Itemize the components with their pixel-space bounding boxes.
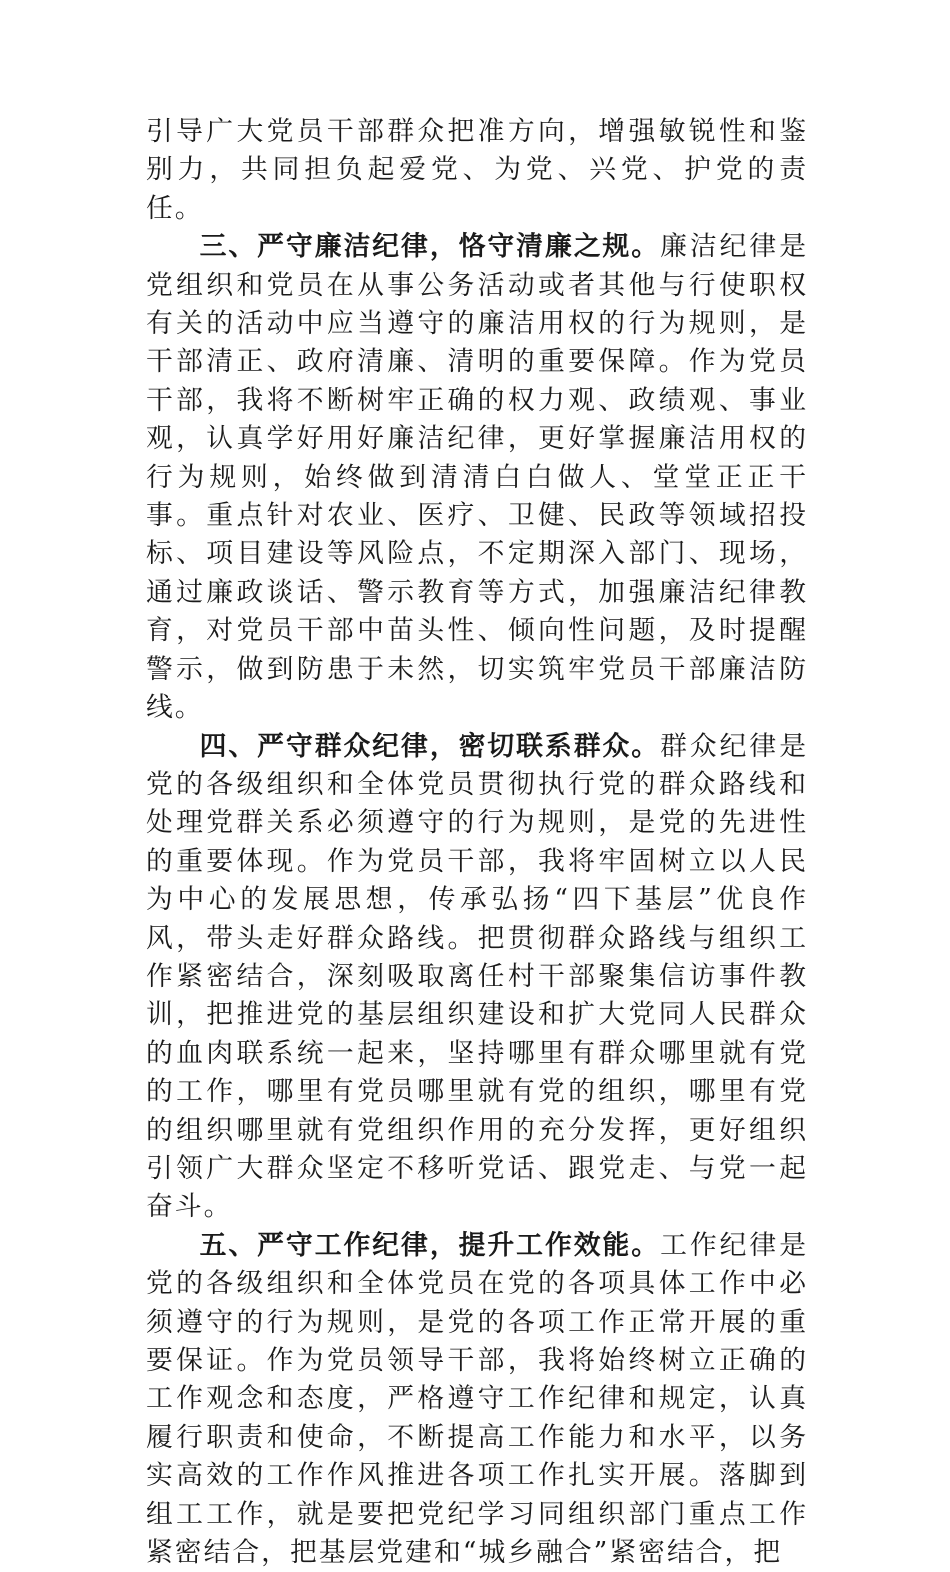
paragraph-text: 群众纪律是党的各级组织和全体党员贯彻执行党的群众路线和处理党群关系必须遵守的行为规则，是党的先进性的重要体现。作为党员干部，我将牢固树立以人民为中心的发展思想，传承弘扬“四下基层”优良作风，带头走好群众路线。把贯彻群众路线与组织工作紧密结合，深刻吸取离任村干部聚集信访事件教训，把推进党的基层组织建设和扩大党同人民群众的血肉联系统一起来，坚持哪里有群众哪里就有党的工作，哪里有党员哪里就有党的组织，哪里有党的组织哪里就有党组织作用的充分发挥，更好组织引领广大群众坚定不移听党话、跟党走、与党一起奋斗。	[146, 730, 809, 1223]
paragraph-integrity-discipline	[146, 228, 808, 727]
section-heading: 三、严守廉洁纪律，恪守清廉之规。	[199, 231, 661, 263]
paragraph-text: 引导广大党员干部群众把准方向，增强敏锐性和鉴别力，共同担负起爱党、为党、兴党、护党的责任。	[146, 116, 808, 224]
document-body	[146, 113, 808, 1572]
paragraph-continuation	[146, 113, 808, 228]
section-heading: 五、严守工作纪律，提升工作效能。	[199, 1229, 661, 1261]
paragraph-text: 廉洁纪律是党组织和党员在从事公务活动或者其他与行使职权有关的活动中应当遵守的廉洁用权的行为规则，是干部清正、政府清廉、清明的重要保障。作为党员干部，我将不断树牢正确的权力观、政绩观、事业观，认真学好用好廉洁纪律，更好掌握廉洁用权的行为规则，始终做到清清白白做人、堂堂正正干事。重点针对农业、医疗、卫健、民政等领域招投标、项目建设等风险点，不定期深入部门、现场，通过廉政谈话、警示教育等方式，加强廉洁纪律教育，对党员干部中苗头性、倾向性问题，及时提醒警示，做到防患于未然，切实筑牢党员干部廉洁防线。	[146, 231, 809, 724]
paragraph-text: 工作纪律是党的各级组织和全体党员在党的各项具体工作中必须遵守的行为规则，是党的各项工作正常开展的重要保证。作为党员领导干部，我将始终树立正确的工作观念和态度，严格遵守工作纪律和规定，认真履行职责和使命，不断提高工作能力和水平，以务实高效的工作作风推进各项工作扎实开展。落脚到组工工作，就是要把党纪学习同组织部门重点工作紧密结合，把基层党建和“城乡融合”紧密结合，把	[146, 1229, 809, 1569]
paragraph-work-discipline	[146, 1227, 808, 1572]
paragraph-mass-discipline	[146, 728, 808, 1227]
section-heading: 四、严守群众纪律，密切联系群众。	[199, 730, 661, 762]
